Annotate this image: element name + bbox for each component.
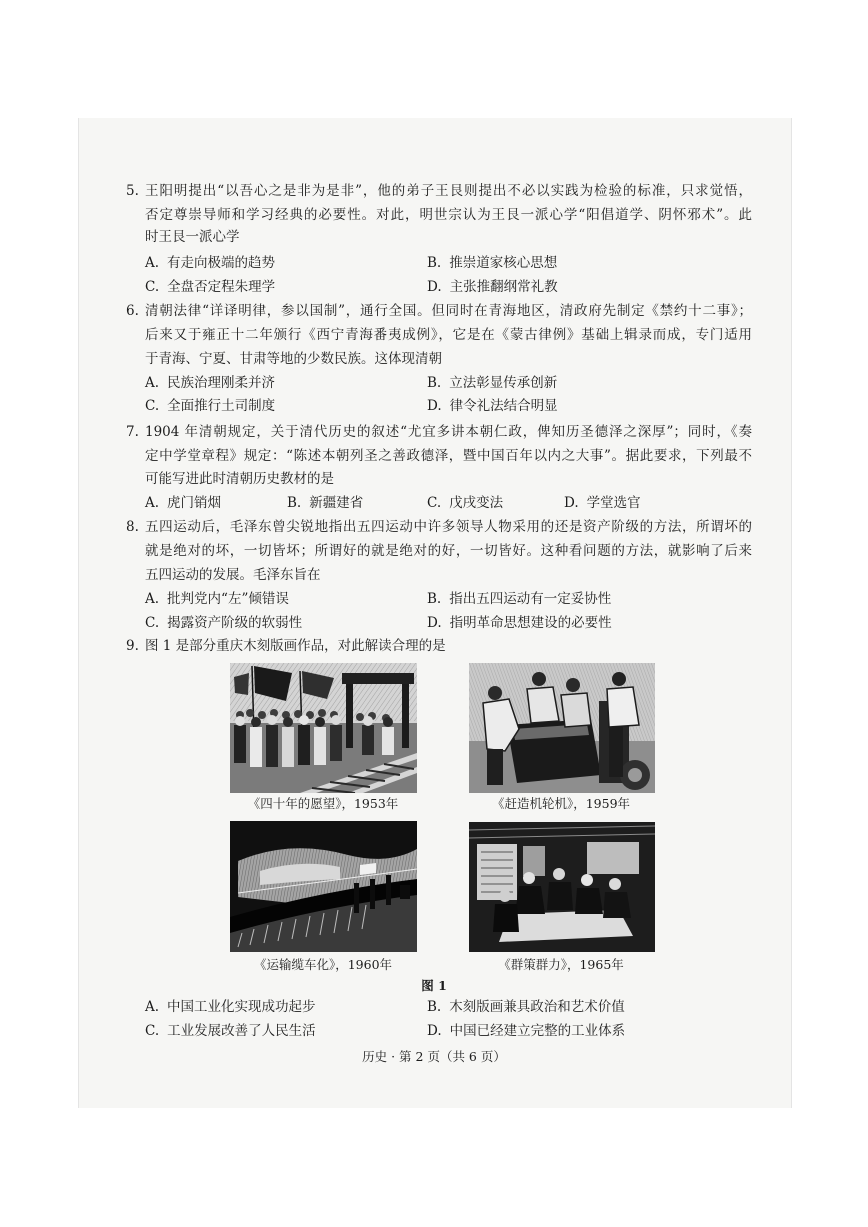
option-letter: C. bbox=[145, 398, 160, 414]
option-letter: A. bbox=[145, 495, 160, 511]
option-text: 律令礼法结合明显 bbox=[449, 398, 558, 414]
question-7-option-c bbox=[427, 493, 503, 513]
option-letter: D. bbox=[427, 1023, 442, 1039]
question-9-option-d bbox=[427, 1021, 625, 1041]
question-6-option-c bbox=[145, 396, 275, 416]
option-text: 虎门销烟 bbox=[167, 495, 222, 511]
question-7-line-2: 定中学堂章程》规定：“陈述本朝列圣之善政德泽，暨中国百年以内之大事”。据此要求，下列最不 bbox=[145, 448, 752, 464]
woodcut-crowd-railway-image bbox=[230, 663, 417, 793]
option-letter: A. bbox=[145, 591, 160, 607]
option-text: 批判党内“左”倾错误 bbox=[167, 591, 289, 607]
print-1-caption: 《四十年的愿望》，1953年 bbox=[247, 796, 399, 811]
option-text: 全盘否定程朱理学 bbox=[167, 279, 276, 295]
option-letter: B. bbox=[427, 591, 442, 607]
woodcut-group-meeting-image bbox=[469, 822, 655, 952]
question-6-option-a bbox=[145, 373, 275, 393]
question-6-number: 6. bbox=[126, 303, 139, 319]
question-8-number: 8. bbox=[126, 519, 139, 535]
woodcut-print-4 bbox=[469, 822, 655, 952]
woodcut-print-3 bbox=[230, 821, 417, 952]
option-letter: C. bbox=[145, 279, 160, 295]
option-text: 学堂选官 bbox=[586, 495, 641, 511]
print-3-caption: 《运输缆车化》，1960年 bbox=[253, 957, 393, 972]
question-9-option-c bbox=[145, 1021, 316, 1041]
option-text: 戊戌变法 bbox=[449, 495, 504, 511]
option-letter: B. bbox=[287, 495, 302, 511]
question-5-option-a bbox=[145, 253, 275, 273]
option-letter: C. bbox=[145, 615, 160, 631]
option-text: 中国工业化实现成功起步 bbox=[167, 999, 316, 1015]
option-text: 揭露资产阶级的软弱性 bbox=[167, 615, 303, 631]
option-text: 木刻版画兼具政治和艺术价值 bbox=[449, 999, 625, 1015]
question-7-option-b bbox=[287, 493, 363, 513]
option-letter: A. bbox=[145, 375, 160, 391]
question-8-option-a bbox=[145, 589, 289, 609]
page-footer: 历史 · 第 2 页（共 6 页） bbox=[362, 1049, 506, 1064]
question-6-line-1: 清朝法律“详译明律，参以国制”，通行全国。但同时在青海地区，清政府先制定《禁约十二事》； bbox=[145, 303, 752, 319]
question-5-option-b bbox=[427, 253, 557, 273]
option-text: 有走向极端的趋势 bbox=[167, 255, 276, 271]
question-5-line-3: 时王艮一派心学 bbox=[145, 229, 240, 245]
question-5-line-1: 王阳明提出“以吾心之是非为是非”，他的弟子王艮则提出不必以实践为检验的标准，只求觉悟， bbox=[145, 183, 752, 199]
option-text: 立法彰显传承创新 bbox=[449, 375, 558, 391]
question-6-option-b bbox=[427, 373, 557, 393]
print-4-caption: 《群策群力》，1965年 bbox=[498, 957, 624, 972]
woodcut-workers-machine-image bbox=[469, 663, 655, 793]
question-5-option-c bbox=[145, 277, 275, 297]
print-2-caption: 《赶造机轮机》，1959年 bbox=[491, 796, 631, 811]
option-letter: D. bbox=[427, 398, 442, 414]
question-7-option-a bbox=[145, 493, 221, 513]
question-6-line-3: 于青海、宁夏、甘肃等地的少数民族。这体现清朝 bbox=[145, 351, 442, 367]
question-7-line-3: 可能写进此时清朝历史教材的是 bbox=[145, 471, 334, 487]
option-text: 工业发展改善了人民生活 bbox=[167, 1023, 316, 1039]
question-8-option-b bbox=[427, 589, 611, 609]
question-5-number: 5. bbox=[126, 183, 139, 199]
question-9-option-b bbox=[427, 997, 625, 1017]
option-letter: D. bbox=[427, 615, 442, 631]
option-text: 指出五四运动有一定妥协性 bbox=[449, 591, 612, 607]
woodcut-cable-cars-image bbox=[230, 821, 417, 952]
question-9-line-1: 图 1 是部分重庆木刻版画作品，对此解读合理的是 bbox=[145, 638, 446, 654]
question-5-line-2: 否定尊崇导师和学习经典的必要性。对此，明世宗认为王艮一派心学“阳倡道学、阴怀邪术”。此 bbox=[145, 207, 752, 223]
option-text: 新疆建省 bbox=[309, 495, 364, 511]
question-9-option-a bbox=[145, 997, 316, 1017]
question-6-line-2: 后来又于雍正十二年颁行《西宁青海番夷成例》，它是在《蒙古律例》基础上辑录而成，专门适用 bbox=[145, 327, 752, 343]
question-9-number: 9. bbox=[126, 638, 139, 654]
question-8-option-d bbox=[427, 613, 612, 633]
option-text: 中国已经建立完整的工业体系 bbox=[449, 1023, 626, 1039]
question-7-option-d bbox=[564, 493, 641, 513]
question-5-option-d bbox=[427, 277, 558, 297]
option-text: 民族治理刚柔并济 bbox=[167, 375, 276, 391]
question-8-line-3: 五四运动的发展。毛泽东旨在 bbox=[145, 567, 321, 583]
option-letter: D. bbox=[427, 279, 442, 295]
option-letter: B. bbox=[427, 999, 442, 1015]
option-text: 推崇道家核心思想 bbox=[449, 255, 558, 271]
question-7-line-1: 1904 年清朝规定，关于清代历史的叙述“尤宜多讲本朝仁政，俾知历圣德泽之深厚”；同时，《奏 bbox=[145, 424, 752, 440]
option-letter: D. bbox=[564, 495, 579, 511]
option-text: 主张推翻纲常礼教 bbox=[449, 279, 558, 295]
question-7-number: 7. bbox=[126, 424, 139, 440]
figure-label: 图 1 bbox=[421, 978, 447, 993]
option-letter: A. bbox=[145, 255, 160, 271]
option-text: 指明革命思想建设的必要性 bbox=[449, 615, 612, 631]
option-text: 全面推行土司制度 bbox=[167, 398, 276, 414]
option-letter: A. bbox=[145, 999, 160, 1015]
option-letter: C. bbox=[145, 1023, 160, 1039]
woodcut-print-1 bbox=[230, 663, 417, 793]
option-letter: B. bbox=[427, 255, 442, 271]
option-letter: C. bbox=[427, 495, 442, 511]
option-letter: B. bbox=[427, 375, 442, 391]
question-8-line-2: 就是绝对的坏，一切皆坏；所谓好的就是绝对的好，一切皆好。这种看问题的方法，就影响了后来 bbox=[145, 543, 752, 559]
question-8-line-1: 五四运动后，毛泽东曾尖锐地指出五四运动中许多领导人物采用的还是资产阶级的方法，所谓坏的 bbox=[145, 519, 752, 535]
woodcut-print-2 bbox=[469, 663, 655, 793]
question-8-option-c bbox=[145, 613, 302, 633]
question-6-option-d bbox=[427, 396, 558, 416]
